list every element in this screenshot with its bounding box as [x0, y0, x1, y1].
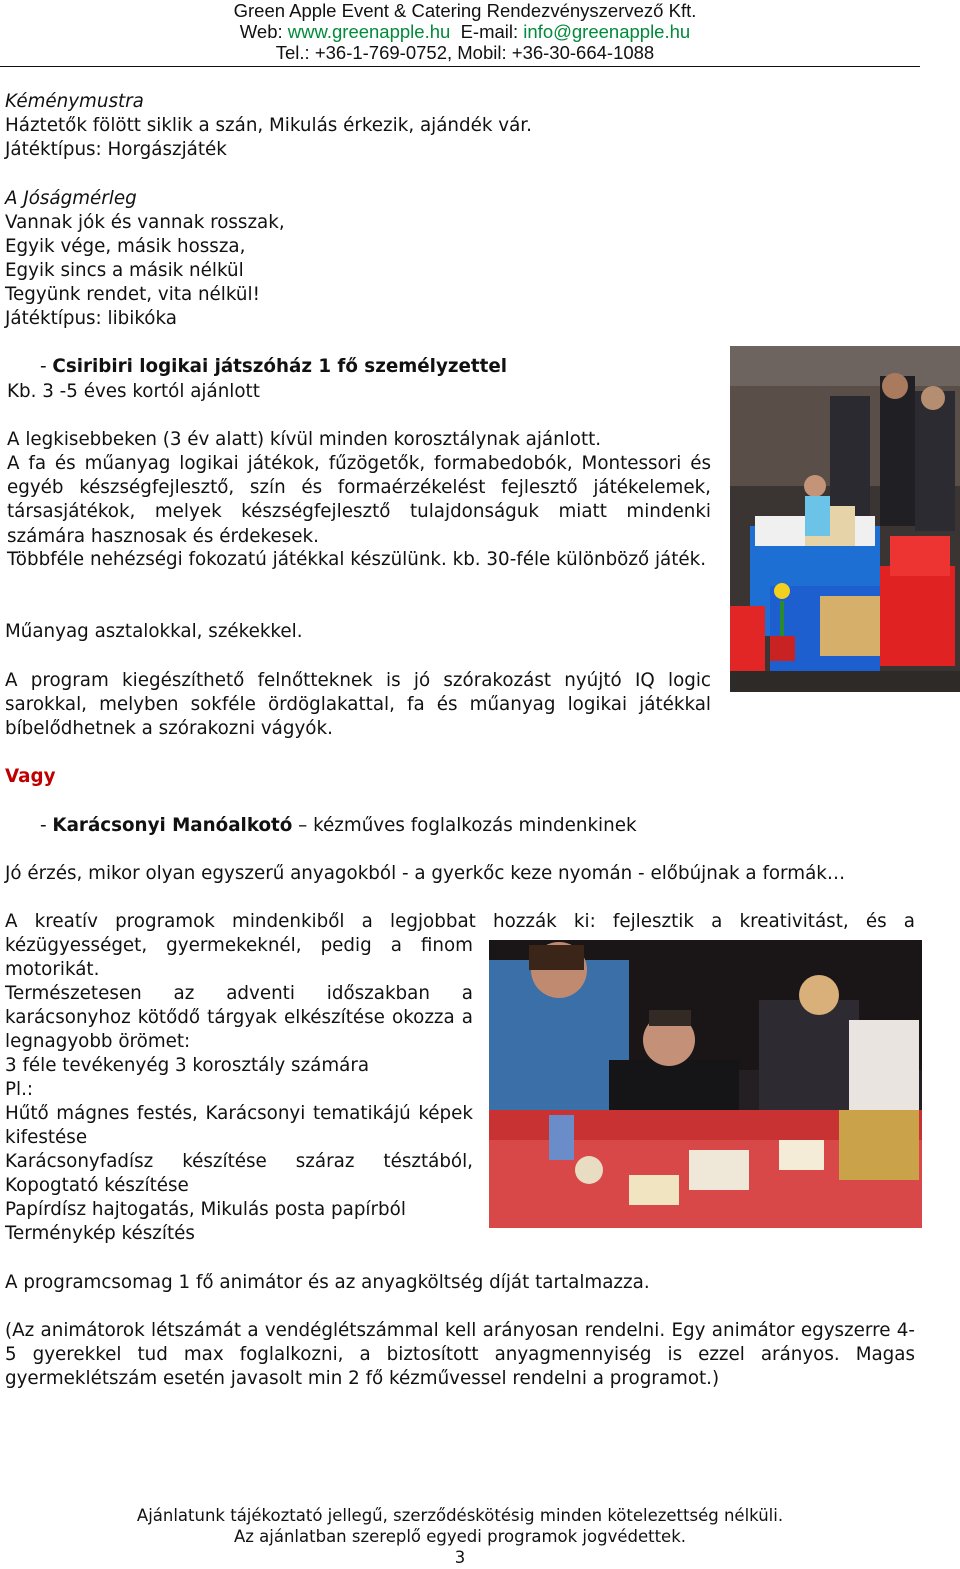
manoalkoto-creative: A kreatív programok mindenkiből a legjobbat hozzák ki: fejlesztik a kreativitást, és a — [5, 911, 915, 932]
or-separator: Vagy — [5, 766, 56, 787]
manoalkoto-creative-rest: kézügyességet, gyermekeknél, pedig a finom motorikát. — [5, 935, 473, 981]
bullet-dash: - — [40, 356, 53, 377]
csiribiri-description: A fa és műanyag logikai játékok, fűzögetők, formabedobók, Montessori és egyéb készségfejlesztő, szín és formaérzékelést fejlesztő játékelemek, társasjátékok, melyek készségfejlesztő tulajdonságuk miatt mindenki számára hasznosak és érdekesek. — [7, 453, 711, 547]
contact-web-email — [0, 21, 920, 42]
csiribiri-heading — [40, 355, 507, 379]
csiribiri-age: Kb. 3 -5 éves kortól ajánlott — [7, 381, 260, 402]
contact-phone: Tel.: +36-1-769-0752, Mobil: +36-30-664-1088 — [275, 42, 655, 63]
josagmerleg-line: Vannak jók és vannak rosszak, — [5, 212, 285, 233]
josagmerleg-line: Egyik sincs a másik nélkül — [5, 260, 244, 281]
josagmerleg-title: A Jóságmérleg — [5, 188, 137, 209]
activity-item: Papírdísz hajtogatás, Mikulás posta papírból — [5, 1199, 406, 1220]
bullet-dash: - — [40, 815, 53, 836]
manoalkoto-heading — [40, 814, 637, 838]
email-link[interactable]: info@greenapple.hu — [523, 21, 691, 42]
manoalkoto-example-label: Pl.: — [5, 1079, 34, 1100]
manoalkoto-title: Karácsonyi Manóalkotó — [52, 815, 293, 836]
manoalkoto-subtitle: – kézműves foglalkozás mindenkinek — [292, 815, 637, 836]
footer-copyright: Az ajánlatban szereplő egyedi programok jogvédettek. — [233, 1527, 687, 1546]
company-name: Green Apple Event & Catering Rendezvényszervező Kft. — [233, 0, 697, 21]
kemenymustra-line: Háztetők fölött siklik a szán, Mikulás érkezik, ajándék vár. — [5, 115, 532, 136]
csiribiri-furniture: Műanyag asztalokkal, székekkel. — [5, 621, 303, 642]
csiribiri-games: Többféle nehézségi fokozatú játékkal készülünk. kb. 30-féle különböző játék. — [7, 549, 707, 570]
activity-item: Terménykép készítés — [5, 1223, 195, 1244]
activity-item: Hűtő mágnes festés, Karácsonyi tematikájú képek kifestése — [5, 1103, 473, 1149]
kemenymustra-game-type: Játéktípus: Horgászjáték — [5, 139, 227, 160]
josagmerleg-line: Tegyünk rendet, vita nélkül! — [5, 284, 260, 305]
header-divider — [0, 66, 920, 67]
kemenymustra-title: Kéménymustra — [5, 91, 144, 112]
price-includes: A programcsomag 1 fő animátor és az anyagköltség díját tartalmazza. — [5, 1272, 650, 1293]
animator-note: (Az animátorok létszámát a vendéglétszámmal kell arányosan rendelni. Egy animátor egyszerre 4-5 gyerekkel tud max foglalkozni, a biztosított anyagmennyiség is ezzel arányos. Magas gyermeklétszám esetén javasolt min 2 fő kézművessel rendelni a programot.) — [5, 1320, 915, 1390]
josagmerleg-line: Egyik vége, másik hossza, — [5, 236, 246, 257]
activity-item: Karácsonyfadísz készítése száraz tésztából, Kopogtató készítése — [5, 1151, 473, 1197]
playroom-photo — [730, 346, 960, 692]
crafts-photo — [489, 940, 922, 1228]
website-link[interactable]: www.greenapple.hu — [287, 21, 451, 42]
letterhead — [0, 0, 920, 63]
web-label: Web: — [239, 21, 283, 42]
email-label: E-mail: — [460, 21, 519, 42]
footer-disclaimer: Ajánlatunk tájékoztató jellegű, szerződéskötésig minden kötelezettség nélküli. — [136, 1506, 784, 1525]
page-number: 3 — [454, 1548, 466, 1567]
josagmerleg-game-type: Játéktípus: libikóka — [5, 308, 177, 329]
manoalkoto-advent: Természetesen az adventi időszakban a karácsonyhoz kötődő tárgyak elkészítése okozza a legnagyobb örömet: — [5, 983, 473, 1053]
csiribiri-title: Csiribiri logikai játszóház 1 fő személyzettel — [52, 356, 508, 377]
csiribiri-recommend: A legkisebbeken (3 év alatt) kívül minden korosztálynak ajánlott. — [7, 429, 602, 450]
manoalkoto-intro: Jó érzés, mikor olyan egyszerű anyagokból - a gyerkőc keze nyomán - előbújnak a formák… — [5, 863, 846, 884]
csiribiri-iq-corner: A program kiegészíthető felnőtteknek is jó szórakozást nyújtó IQ logic sarokkal, melyben sokféle ördöglakattal, fa és műanyag logikai játékkal bíbelődhetnek a szórakozni vágyók. — [5, 670, 711, 740]
manoalkoto-activities: 3 féle tevékenyég 3 korosztály számára — [5, 1055, 370, 1076]
